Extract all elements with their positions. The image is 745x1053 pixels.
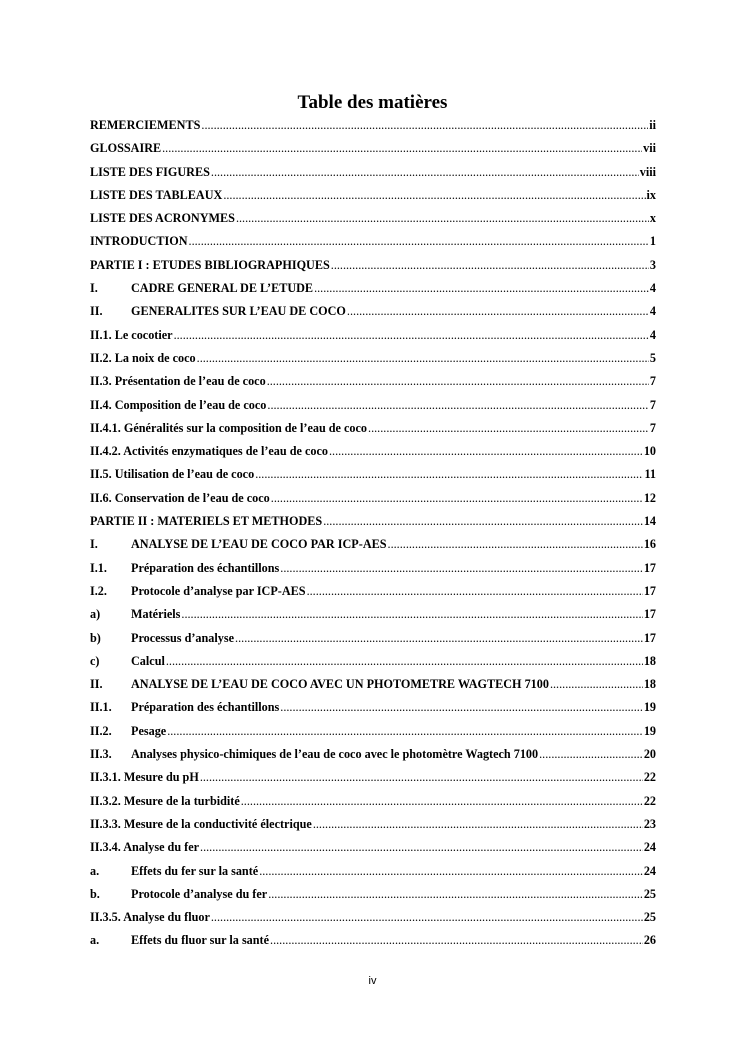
toc-entry-page: 7 xyxy=(649,397,656,412)
toc-dot-leader xyxy=(271,490,643,507)
toc-entry[interactable] xyxy=(90,370,656,393)
toc-dot-leader xyxy=(211,164,639,181)
toc-entry[interactable] xyxy=(90,790,656,813)
toc-dot-leader xyxy=(174,327,649,344)
toc-entry-number: I.1. xyxy=(90,560,107,575)
toc-dot-leader xyxy=(241,793,643,810)
toc-entry-page: 16 xyxy=(643,537,656,552)
toc-entry[interactable] xyxy=(90,347,656,370)
toc-entry[interactable] xyxy=(90,906,656,929)
toc-entry-label: ANALYSE DE L’EAU DE COCO AVEC UN PHOTOMETRE WAGTECH 7100 xyxy=(131,677,549,692)
toc-entry[interactable] xyxy=(90,720,656,743)
toc-entry[interactable] xyxy=(90,929,656,952)
toc-entry[interactable] xyxy=(90,114,656,137)
toc-entry-label: II.4.2. Activités enzymatiques de l’eau de coco xyxy=(90,444,328,459)
toc-entry-label: II.3.2. Mesure de la turbidité xyxy=(90,793,240,808)
toc-entry-page: 17 xyxy=(643,583,656,598)
toc-entry-label: GLOSSAIRE xyxy=(90,141,162,156)
toc-entry-page: 23 xyxy=(643,816,656,831)
toc-entry-label: Analyses physico-chimiques de l’eau de coco avec le photomètre Wagtech 7100 xyxy=(131,747,539,762)
toc-entry-page: 22 xyxy=(643,770,656,785)
toc-dot-leader xyxy=(267,373,649,390)
toc-dot-leader xyxy=(166,653,643,670)
toc-entry[interactable] xyxy=(90,860,656,883)
toc-dot-leader xyxy=(347,303,649,320)
toc-entry-number: I. xyxy=(90,281,98,296)
toc-entry[interactable] xyxy=(90,207,656,230)
toc-dot-leader xyxy=(550,676,643,693)
toc-dot-leader xyxy=(280,699,643,716)
toc-entry-number: a. xyxy=(90,933,100,948)
toc-dot-leader xyxy=(189,233,649,250)
toc-entry[interactable] xyxy=(90,463,656,486)
toc-entry-label: LISTE DES FIGURES xyxy=(90,164,210,179)
toc-entry-label: LISTE DES TABLEAUX xyxy=(90,187,223,202)
toc-dot-leader xyxy=(259,863,643,880)
toc-entry-page: 25 xyxy=(643,886,656,901)
table-of-contents xyxy=(90,114,656,953)
toc-entry-page: 26 xyxy=(643,933,656,948)
toc-entry-page: 7 xyxy=(649,420,656,435)
toc-entry-number: I.2. xyxy=(90,583,107,598)
toc-entry[interactable] xyxy=(90,440,656,463)
toc-entry-page: ix xyxy=(646,187,656,202)
toc-entry[interactable] xyxy=(90,137,656,160)
toc-entry-number: b. xyxy=(90,886,100,901)
toc-dot-leader xyxy=(201,117,648,134)
toc-entry-label: Protocole d’analyse par ICP-AES xyxy=(131,583,306,598)
toc-entry[interactable] xyxy=(90,743,656,766)
toc-entry[interactable] xyxy=(90,277,656,300)
toc-dot-leader xyxy=(197,350,649,367)
toc-entry[interactable] xyxy=(90,580,656,603)
toc-entry-page: 17 xyxy=(643,560,656,575)
toc-dot-leader xyxy=(539,746,643,763)
toc-entry-label: II.3.4. Analyse du fer xyxy=(90,840,200,855)
toc-entry-page: 11 xyxy=(644,467,656,482)
toc-entry-number: b) xyxy=(90,630,101,645)
toc-entry-page: 4 xyxy=(649,327,656,342)
toc-entry-page: 4 xyxy=(649,281,656,296)
toc-dot-leader xyxy=(307,583,643,600)
toc-entry-page: 4 xyxy=(649,304,656,319)
toc-entry[interactable] xyxy=(90,696,656,719)
toc-entry-page: viii xyxy=(639,164,656,179)
toc-dot-leader xyxy=(323,513,643,530)
toc-entry-page: 17 xyxy=(643,607,656,622)
toc-dot-leader xyxy=(280,560,643,577)
toc-entry-label: II.3.3. Mesure de la conductivité électrique xyxy=(90,816,312,831)
toc-entry-page: 24 xyxy=(643,863,656,878)
toc-entry-label: INTRODUCTION xyxy=(90,234,188,249)
toc-entry-page: 3 xyxy=(649,257,656,272)
toc-entry-page: 5 xyxy=(649,350,656,365)
toc-entry-label: II.4. Composition de l’eau de coco xyxy=(90,397,267,412)
page-title: Table des matières xyxy=(297,92,448,113)
toc-entry-number: II. xyxy=(90,677,103,692)
toc-dot-leader xyxy=(388,536,643,553)
toc-dot-leader xyxy=(270,932,643,949)
toc-dot-leader xyxy=(181,606,642,623)
toc-dot-leader xyxy=(200,769,643,786)
toc-entry-label: REMERCIEMENTS xyxy=(90,118,201,132)
toc-entry-page: 25 xyxy=(643,910,656,925)
toc-entry[interactable] xyxy=(90,510,656,533)
toc-dot-leader xyxy=(255,466,643,483)
toc-entry-number: c) xyxy=(90,653,100,668)
toc-entry[interactable] xyxy=(90,324,656,347)
toc-entry-label: Préparation des échantillons xyxy=(131,560,280,575)
toc-entry-label: II.3.1. Mesure du pH xyxy=(90,770,199,785)
toc-entry-page: 12 xyxy=(643,490,656,505)
toc-entry[interactable] xyxy=(90,883,656,906)
toc-entry[interactable] xyxy=(90,184,656,207)
toc-entry-label: Calcul xyxy=(131,653,165,668)
toc-entry[interactable] xyxy=(90,673,656,696)
toc-entry[interactable] xyxy=(90,254,656,277)
toc-entry-label: Pesage xyxy=(131,723,167,738)
toc-entry-page: 1 xyxy=(649,234,656,249)
toc-dot-leader xyxy=(268,886,643,903)
toc-entry-page: x xyxy=(649,211,656,226)
toc-entry[interactable] xyxy=(90,603,656,626)
toc-entry[interactable] xyxy=(90,300,656,323)
toc-dot-leader xyxy=(235,630,643,647)
toc-entry-label: Processus d’analyse xyxy=(131,630,235,645)
toc-entry[interactable] xyxy=(90,487,656,510)
toc-entry-page: 10 xyxy=(643,444,656,459)
toc-entry[interactable] xyxy=(90,627,656,650)
toc-entry[interactable] xyxy=(90,230,656,253)
toc-entry-page: 22 xyxy=(643,793,656,808)
toc-entry-label: PARTIE II : MATERIELS ET METHODES xyxy=(90,514,323,529)
toc-entry-page: vii xyxy=(643,141,656,156)
toc-entry-label: II.3.5. Analyse du fluor xyxy=(90,910,210,925)
toc-entry-page: 18 xyxy=(643,653,656,668)
toc-entry-label: LISTE DES ACRONYMES xyxy=(90,211,235,226)
toc-entry-number: I. xyxy=(90,537,98,552)
toc-entry-label: II.1. Le cocotier xyxy=(90,327,173,342)
toc-entry-label: Effets du fluor sur la santé xyxy=(131,933,270,948)
toc-entry-page: ii xyxy=(649,118,656,132)
toc-entry-label: GENERALITES SUR L’EAU DE COCO xyxy=(131,304,346,319)
toc-dot-leader xyxy=(223,187,645,204)
toc-entry-label: PARTIE I : ETUDES BIBLIOGRAPHIQUES xyxy=(90,257,330,272)
toc-entry-number: II.3. xyxy=(90,747,112,762)
toc-entry-label: II.3. Présentation de l’eau de coco xyxy=(90,374,266,389)
toc-entry-page: 17 xyxy=(643,630,656,645)
toc-dot-leader xyxy=(368,420,649,437)
toc-entry-number: a) xyxy=(90,607,101,622)
toc-entry[interactable] xyxy=(90,650,656,673)
toc-entry-label: Protocole d’analyse du fer xyxy=(131,886,268,901)
toc-entry[interactable] xyxy=(90,161,656,184)
toc-dot-leader xyxy=(162,140,642,157)
toc-dot-leader xyxy=(167,723,643,740)
toc-entry-label: ANALYSE DE L’EAU DE COCO PAR ICP-AES xyxy=(131,537,387,552)
toc-entry[interactable] xyxy=(90,557,656,580)
toc-entry[interactable] xyxy=(90,394,656,417)
toc-dot-leader xyxy=(329,443,643,460)
toc-entry-label: II.4.1. Généralités sur la composition de l’eau de coco xyxy=(90,420,368,435)
toc-entry-label: II.5. Utilisation de l’eau de coco xyxy=(90,467,255,482)
toc-entry-number: II. xyxy=(90,304,103,319)
page-number: iv xyxy=(368,975,377,987)
toc-dot-leader xyxy=(331,257,649,274)
toc-entry-number: a. xyxy=(90,863,100,878)
toc-dot-leader xyxy=(313,816,643,833)
toc-entry-page: 18 xyxy=(643,677,656,692)
toc-dot-leader xyxy=(314,280,649,297)
toc-entry-page: 7 xyxy=(649,374,656,389)
toc-dot-leader xyxy=(267,397,649,414)
toc-dot-leader xyxy=(236,210,649,227)
toc-entry-number: II.1. xyxy=(90,700,112,715)
toc-entry-page: 19 xyxy=(643,700,656,715)
toc-entry-page: 24 xyxy=(643,840,656,855)
toc-entry-label: II.6. Conservation de l’eau de coco xyxy=(90,490,270,505)
toc-entry-label: Matériels xyxy=(131,607,181,622)
toc-entry[interactable] xyxy=(90,533,656,556)
toc-entry[interactable] xyxy=(90,836,656,859)
toc-entry-label: Préparation des échantillons xyxy=(131,700,280,715)
toc-entry-label: II.2. La noix de coco xyxy=(90,350,196,365)
toc-entry-page: 19 xyxy=(643,723,656,738)
toc-entry[interactable] xyxy=(90,417,656,440)
toc-entry-label: CADRE GENERAL DE L’ETUDE xyxy=(131,281,314,296)
toc-entry-page: 20 xyxy=(643,747,656,762)
toc-dot-leader xyxy=(211,909,643,926)
toc-entry-number: II.2. xyxy=(90,723,112,738)
toc-entry-label: Effets du fer sur la santé xyxy=(131,863,259,878)
toc-entry[interactable] xyxy=(90,766,656,789)
toc-entry[interactable] xyxy=(90,813,656,836)
toc-entry-page: 14 xyxy=(643,514,656,529)
toc-dot-leader xyxy=(200,839,643,856)
